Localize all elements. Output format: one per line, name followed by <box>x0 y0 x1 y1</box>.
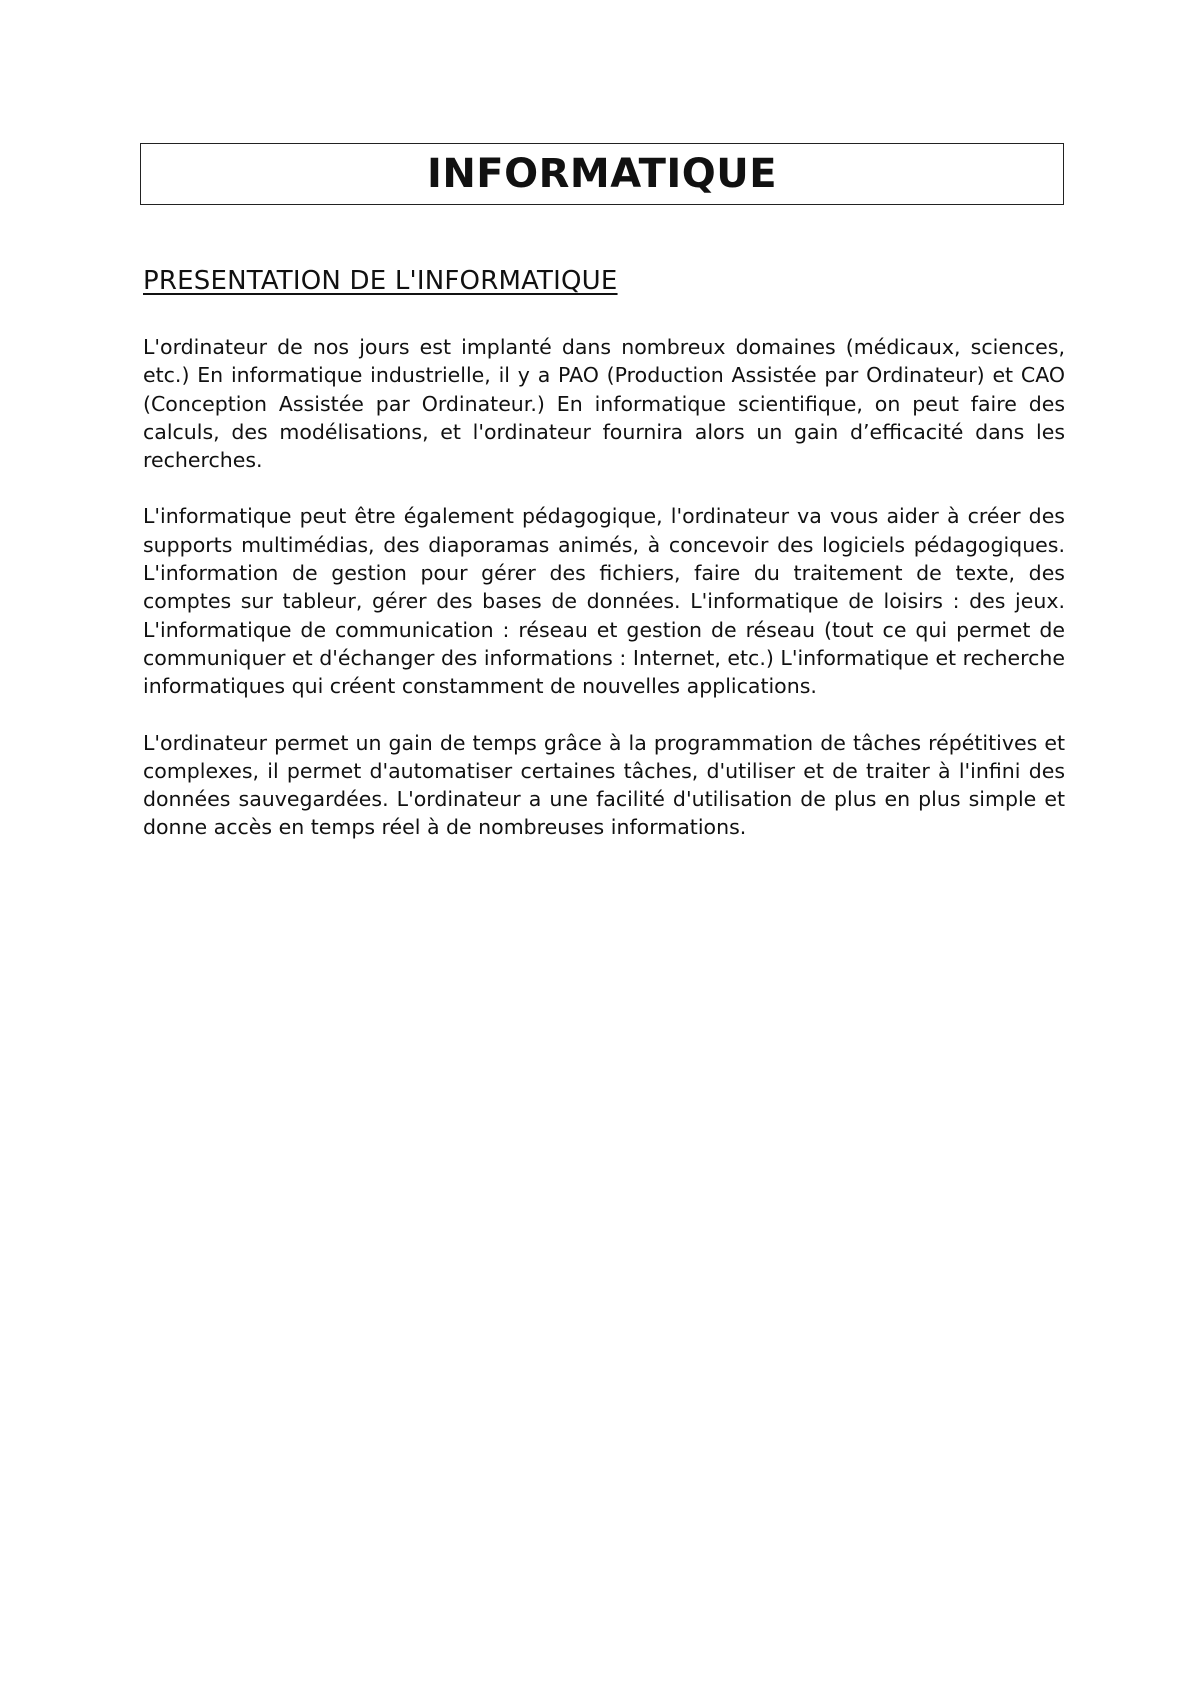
section-heading: PRESENTATION DE L'INFORMATIQUE <box>143 266 618 296</box>
document-body <box>143 333 1065 870</box>
paragraph-2: L'informatique peut être également pédagogique, l'ordinateur va vous aider à créer des supports multimédias, des diaporamas animés, à concevoir des logiciels pédagogiques. L'information de gestion pour gérer des fichiers, faire du traitement de texte, des comptes sur tableur, gérer des bases de données. L'informatique de loisirs : des jeux. L'informatique de communication : réseau et gestion de réseau (tout ce qui permet de communiquer et d'échanger des informations : Internet, etc.) L'informatique et recherche informatiques qui créent constamment de nouvelles applications. <box>143 504 1065 699</box>
paragraph-3: L'ordinateur permet un gain de temps grâce à la programmation de tâches répétitives et complexes, il permet d'automatiser certaines tâches, d'utiliser et de traiter à l'infini des données sauvegardées. L'ordinateur a une facilité d'utilisation de plus en plus simple et donne accès en temps réel à de nombreuses informations. <box>143 730 1065 840</box>
document-title: INFORMATIQUE <box>426 151 778 197</box>
title-box <box>140 143 1064 205</box>
paragraph-1: L'ordinateur de nos jours est implanté dans nombreux domaines (médicaux, sciences, etc.) En informatique industrielle, il y a PAO (Production Assistée par Ordinateur) et CAO (Conception Assistée par Ordinateur.) En informatique scientifique, on peut faire des calculs, des modélisations, et l'ordinateur fournira alors un gain d’efficacité dans les recherches. <box>143 335 1065 473</box>
